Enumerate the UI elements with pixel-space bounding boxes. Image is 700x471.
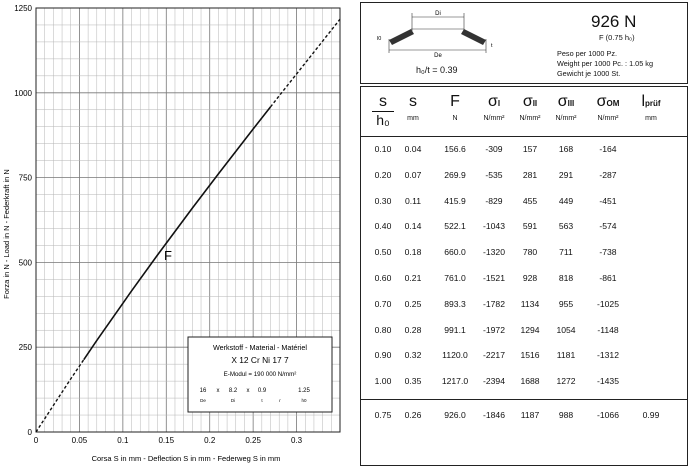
header-symbol: σII	[522, 93, 538, 110]
header-col-2: F N	[435, 93, 475, 122]
table-cell: -1148	[597, 324, 619, 335]
y-axis-label: Forza in N - Load in N - Federkraft in N	[2, 169, 11, 299]
table-cell: -1320	[483, 247, 505, 258]
table-cell: 761.0	[444, 273, 466, 283]
x-tick-label: 0.3	[291, 436, 303, 445]
dim-label-h0: h0	[301, 398, 307, 403]
table-cell: 1134	[520, 298, 540, 309]
weight-line-3: Gewicht je 1000 St.	[557, 69, 621, 78]
weight-line-2: Weight per 1000 Pc. : 1.05 kg	[557, 59, 653, 68]
table-cell: 1217.0	[441, 376, 469, 387]
y-tick-label: 750	[18, 173, 32, 183]
table-cell: -1521	[483, 273, 505, 283]
table-cell: -574	[599, 221, 617, 232]
dim-label-r: r	[279, 398, 281, 403]
material-box	[188, 337, 332, 412]
table-cell: 0.70	[374, 298, 392, 309]
header-col-6: σOM N/mm²	[588, 93, 628, 122]
header-symbol: σIII	[557, 93, 575, 110]
footer-cell: 1187	[520, 410, 540, 420]
table-cell: 928	[522, 273, 538, 283]
dim-x1: x	[216, 388, 220, 394]
table-cell: -309	[485, 144, 503, 154]
header-symbol: s	[409, 93, 417, 110]
series-label-F: F	[164, 248, 172, 263]
dim-Di: 8.2	[228, 388, 238, 394]
y-tick-label: 250	[18, 343, 32, 353]
dim-label-De: De	[200, 398, 206, 403]
table-cell: 1181	[556, 350, 576, 361]
table-cell: 0.18	[404, 247, 422, 258]
table-cell: 0.10	[374, 144, 392, 154]
footer-cell: 0.26	[404, 410, 422, 420]
footer-cell: -1066	[597, 410, 619, 420]
header-col-1: s mm	[393, 93, 433, 122]
table-cell: -829	[485, 195, 503, 206]
table-cell: -1435	[597, 376, 619, 387]
y-tick-label: 1250	[14, 4, 32, 13]
table-cell: -1782	[483, 298, 505, 309]
header-symbol: F	[450, 93, 460, 110]
table-cell: 0.14	[404, 221, 422, 232]
ratio-h0-t: h₀/t = 0.39	[416, 65, 458, 75]
table-cell: 955	[558, 298, 574, 309]
table-cell: -535	[485, 169, 503, 180]
header-symbol: σI	[487, 93, 501, 110]
drawing-label-Di: Di	[435, 11, 441, 17]
dim-De: 16	[199, 388, 207, 394]
disc-spring-drawing	[367, 5, 507, 67]
table-cell: -164	[599, 144, 617, 154]
x-tick-label: 0.25	[245, 436, 261, 445]
table-cell: 818	[558, 273, 574, 283]
table-cell: -2394	[483, 376, 505, 387]
table-cell: 0.40	[374, 221, 392, 232]
y-tick-label: 1000	[14, 88, 32, 98]
footer-cell: 988	[558, 410, 574, 420]
material-title: Werkstoff - Material - Matériel	[213, 343, 307, 352]
header-col-0: s h₀	[363, 93, 403, 128]
dim-h0: 1.25	[298, 388, 310, 394]
table-cell: 711	[559, 247, 573, 258]
x-tick-label: 0.15	[158, 436, 175, 445]
table-cell: 0.21	[404, 273, 422, 283]
footer-cell: -1846	[483, 410, 505, 420]
table-cell: 168	[558, 144, 574, 154]
table-cell: -738	[599, 247, 617, 258]
table-cell: 660.0	[444, 247, 466, 258]
table-cell: -1025	[597, 298, 619, 309]
header-col-5: σIII N/mm²	[546, 93, 586, 122]
table-cell: -861	[599, 273, 617, 283]
series-line-dashed-start	[36, 360, 84, 432]
force-value: 926 N	[591, 12, 637, 31]
spring-spec-panel	[360, 2, 688, 84]
drawing-label-De: De	[434, 53, 442, 59]
table-cell: 1688	[520, 376, 540, 387]
table-cell: 449	[558, 195, 574, 206]
y-tick-label: 0	[27, 428, 32, 437]
table-cell: 0.30	[374, 195, 392, 206]
header-col-7: lprüf mm	[631, 93, 671, 122]
table-cell: 415.9	[444, 195, 466, 206]
table-cell: 563	[558, 221, 574, 232]
table-cell: 1054	[556, 324, 576, 335]
table-cell: 0.80	[374, 324, 392, 335]
table-cell: -1312	[597, 350, 619, 361]
material-grade: X 12 Cr Ni 17 7	[231, 355, 289, 365]
table-cell: -1043	[483, 221, 505, 232]
table-cell: -1972	[483, 324, 505, 335]
table-cell: -287	[599, 169, 617, 180]
table-cell: 522.1	[444, 221, 466, 232]
table-cell: 455	[522, 195, 538, 206]
table-cell: 0.28	[404, 324, 422, 335]
data-table	[360, 86, 688, 466]
table-cell: 991.1	[444, 324, 466, 335]
x-tick-label: 0.1	[117, 436, 129, 445]
x-axis-label: Corsa S in mm - Deflection S in mm - Federweg S in mm	[91, 454, 281, 463]
table-cell: 591	[522, 221, 538, 232]
table-cell: 1272	[556, 376, 576, 387]
table-cell: 1516	[520, 350, 540, 361]
table-cell: 281	[522, 169, 538, 180]
table-cell: 0.11	[404, 195, 422, 206]
table-cell: 780	[522, 247, 538, 258]
table-cell: -451	[599, 195, 617, 206]
material-modulus: E-Modul = 190 000 N/mm²	[223, 371, 297, 378]
y-tick-label: 500	[18, 258, 32, 268]
weight-line-1: Peso per 1000 Pz.	[557, 49, 618, 58]
header-symbol: lprüf	[641, 93, 661, 110]
table-cell: 0.90	[374, 350, 392, 361]
force-note: F (0.75 h₀)	[599, 33, 635, 42]
header-col-4: σII N/mm²	[510, 93, 550, 122]
table-cell: 156.6	[444, 144, 466, 154]
table-cell: 269.9	[444, 169, 466, 180]
table-cell: 0.25	[404, 298, 422, 309]
table-cell: 0.07	[404, 169, 422, 180]
table-cell: -2217	[483, 350, 505, 361]
table-cell: 0.60	[374, 273, 392, 283]
dim-x2: x	[246, 388, 250, 394]
header-symbol: s	[379, 93, 387, 110]
table-cell: 1120.0	[442, 350, 468, 361]
header-col-3: σI N/mm²	[474, 93, 514, 122]
dim-t: 0.9	[257, 388, 267, 394]
table-cell: 0.20	[374, 169, 392, 180]
table-cell: 1.00	[374, 376, 392, 387]
table-cell: 0.50	[374, 247, 392, 258]
x-tick-label: 0.2	[204, 436, 216, 445]
drawing-label-l0: l0	[377, 36, 382, 42]
table-cell: 0.04	[404, 144, 422, 154]
table-cell: 157	[522, 144, 538, 154]
drawing-label-t: t	[491, 43, 493, 49]
x-tick-label: 0	[33, 436, 39, 445]
table-cell: 0.32	[404, 350, 422, 361]
series-line-solid	[84, 107, 271, 360]
x-tick-label: 0.05	[71, 436, 88, 445]
table-cell: 0.35	[404, 376, 422, 387]
dim-label-t: t	[261, 398, 263, 403]
header-symbol: σOM	[596, 93, 620, 110]
table-cell: 1294	[520, 324, 540, 335]
dim-label-Di: Di	[230, 398, 236, 403]
table-cell: 291	[558, 169, 574, 180]
footer-cell: 0.75	[374, 410, 392, 420]
footer-cell: 926.0	[444, 410, 466, 420]
table-cell: 893.3	[444, 298, 466, 309]
footer-cell: 0.99	[642, 410, 660, 420]
